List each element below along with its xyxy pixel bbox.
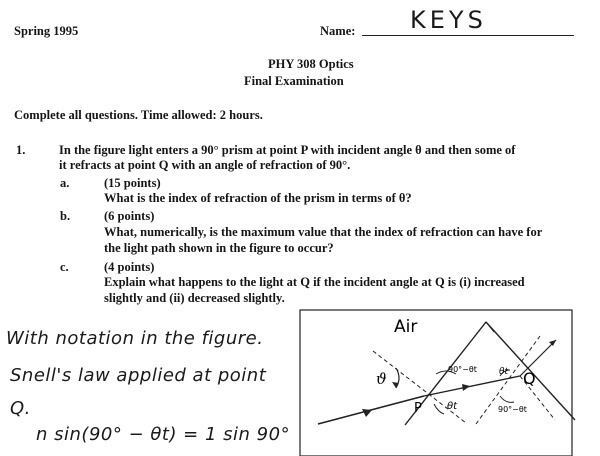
exam-title: Final Examination [244, 74, 344, 88]
part-c-points: (4 points) [104, 260, 155, 274]
angle-at-p-label: 90°−θt [448, 365, 477, 374]
part-a-points: (15 points) [104, 176, 161, 190]
handwritten-line-3: Q. [10, 398, 31, 419]
theta-t-label: θt [447, 401, 458, 412]
course-code: PHY 308 Optics [268, 57, 354, 71]
part-c-question-2: slightly and (ii) decreased slightly. [104, 291, 285, 305]
part-c-label: c. [60, 260, 69, 274]
part-b-question-1: What, numerically, is the maximum value that the index of refraction can have for [104, 225, 543, 239]
q-label: Q [523, 369, 536, 388]
incident-ray-arrow [362, 409, 372, 417]
handwritten-line-1: With notation in the figure. [6, 328, 264, 349]
refracted-ray-arrow [462, 384, 470, 391]
emergent-ray-arrow [549, 340, 556, 346]
part-b-question-2: the light path shown in the figure to occur? [104, 241, 334, 255]
refracted-ray [424, 376, 520, 396]
part-b-points: (6 points) [104, 209, 155, 223]
p-label: P [414, 401, 422, 416]
prism-apex-mark [478, 322, 494, 332]
part-a-question: What is the index of refraction of the prism in terms of θ? [104, 191, 412, 205]
name-label: Name: [320, 24, 356, 38]
air-label: Air [394, 317, 418, 337]
part-a-label: a. [60, 176, 70, 190]
theta-label: ϑ [376, 370, 387, 388]
question-line-2: it refracts at point Q with an angle of refraction of 90°. [59, 158, 351, 172]
semester-label: Spring 1995 [14, 24, 79, 38]
handwritten-line-2: Snell's law applied at point [10, 365, 267, 386]
angle-at-q-top-label: θt [499, 367, 509, 377]
angle-at-q-bottom-arc [500, 396, 514, 402]
instructions: Complete all questions. Time allowed: 2 hours. [14, 108, 263, 122]
handwritten-line-4: n sin(90° − θt) = 1 sin 90° [36, 424, 291, 445]
question-line-1: In the figure light enters a 90° prism at point P with incident angle θ and then some of [59, 143, 516, 157]
angle-at-q-bottom-label: 90°−θt [498, 405, 527, 414]
part-b-label: b. [60, 209, 71, 223]
question-number: 1. [16, 143, 26, 157]
part-c-question-1: Explain what happens to the light at Q if the incident angle at Q is (i) increased [104, 275, 525, 289]
name-value: KEYS [410, 6, 487, 34]
theta-t-arc [434, 404, 444, 414]
